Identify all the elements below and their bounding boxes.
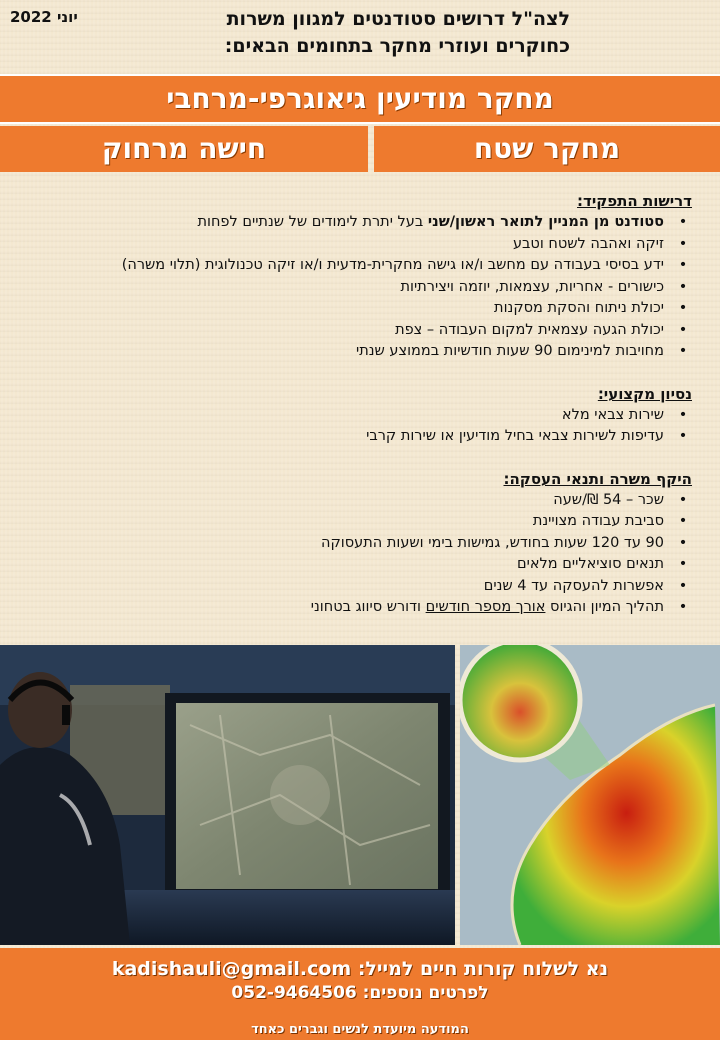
analyst-workstation-photo	[0, 645, 455, 945]
job-details	[12, 191, 692, 619]
terms-text: תהליך המיון והגיוס	[545, 599, 664, 615]
requirement-text: יכולת ניתוח והסקת מסקנות	[494, 300, 664, 316]
experience-text: שירות צבאי מלא	[561, 406, 664, 423]
bullet-icon: •	[678, 428, 688, 444]
cv-line	[0, 958, 720, 980]
list-item	[12, 212, 692, 234]
bullet-icon: •	[678, 534, 688, 551]
list-item	[12, 234, 692, 256]
requirement-text: בעל יתרת לימודים של שנתיים לפחות	[197, 214, 428, 230]
email-link[interactable]: kadishauli@gmail.com	[111, 958, 352, 980]
bullet-icon: •	[678, 343, 688, 359]
terms-text: 90 עד 120 שעות בחודש, גמישות בימי ושעות התעסוקה	[321, 534, 664, 551]
remote-sensing-banner	[0, 126, 368, 172]
remote-sensing-label: חישה מרחוק	[101, 132, 267, 165]
requirement-bold-text: סטודנט מן המניין לתואר ראשון/שני	[427, 214, 664, 230]
requirement-text: ידע בסיסי בעבודה עם מחשב ו/או גישה מחקרית-מדעית ו/או זיקה טכנולוגית (תלוי משרה)	[121, 257, 664, 273]
bullet-icon: •	[678, 235, 688, 252]
terms-list	[12, 490, 692, 619]
list-item	[12, 277, 692, 299]
list-item	[12, 341, 692, 363]
list-item	[12, 576, 692, 598]
main-field-label: מחקר מודיעין גיאוגרפי-מרחבי	[166, 82, 554, 115]
bullet-icon: •	[678, 214, 688, 230]
requirements-list	[12, 212, 692, 363]
bullet-icon: •	[678, 257, 688, 273]
equal-opportunity-note: המודעה מיועדת לנשים וגברים כאחד	[251, 1022, 469, 1037]
header-line-1: לצה"ל דרושים סטודנטים למגוון משרות	[226, 8, 570, 30]
list-item	[12, 298, 692, 320]
bullet-icon: •	[678, 406, 688, 423]
bullet-icon: •	[678, 491, 688, 508]
list-item	[12, 320, 692, 342]
bullet-icon: •	[678, 577, 688, 594]
terms-text: ודורש סיווג בטחוני	[310, 599, 426, 615]
header-line-2: כחוקרים ועוזרי מחקר בתחומים הבאים:	[224, 35, 570, 57]
list-item	[12, 597, 692, 619]
experience-text: עדיפות לשירות צבאי בחיל מודיעין או שירות קרבי	[366, 428, 664, 444]
list-item	[12, 405, 692, 427]
terrain-illustration	[460, 645, 720, 945]
terrain-relief-map-photo	[460, 645, 720, 945]
bullet-icon: •	[678, 321, 688, 338]
terms-text: שכר – 54 ₪/שעה	[553, 491, 664, 508]
list-item	[12, 554, 692, 576]
terms-text: אפשרות להעסקה עד 4 שנים	[483, 577, 664, 594]
bullet-icon: •	[678, 300, 688, 316]
field-research-banner	[374, 126, 720, 172]
field-research-label: מחקר שטח	[473, 132, 621, 165]
bullet-icon: •	[678, 278, 688, 295]
requirement-text: יכולת הגעה עצמאית למקום העבודה – צפת	[395, 321, 664, 338]
list-item	[12, 426, 692, 448]
terms-text: סביבת עבודה מצויינת	[532, 513, 664, 529]
terms-underlined-text: אורך מספר חודשים	[425, 599, 546, 615]
phone-line	[0, 983, 720, 1003]
bullet-icon: •	[678, 513, 688, 529]
requirement-text: כישורים - אחריות, עצמאות, יוזמה ויצירתיות	[400, 278, 664, 295]
phone-number[interactable]: 052-9464506	[231, 983, 357, 1003]
header-title	[150, 6, 570, 60]
requirement-text: מחויבות למינימום 90 שעות חודשיות בממוצע שנתי	[355, 343, 664, 359]
experience-title: נסיון מקצועי:	[597, 384, 692, 403]
phone-label: לפרטים נוספים:	[356, 983, 489, 1003]
date-label: יוני 2022	[10, 8, 78, 26]
bullet-icon: •	[678, 556, 688, 572]
requirement-text: זיקה ואהבה לשטח וטבע	[512, 235, 664, 252]
list-item	[12, 533, 692, 555]
analyst-illustration	[0, 645, 455, 945]
bullet-icon: •	[678, 599, 688, 615]
list-item	[12, 255, 692, 277]
contact-footer	[0, 948, 720, 1040]
requirements-title: דרישות התפקיד:	[577, 192, 692, 210]
list-item	[12, 490, 692, 512]
cv-label: נא לשלוח קורות חיים למייל:	[351, 958, 609, 980]
terms-text: תנאים סוציאליים מלאים	[516, 556, 664, 572]
main-field-banner	[0, 74, 720, 124]
list-item	[12, 511, 692, 533]
terms-title: היקף משרה ותנאי העסקה:	[503, 469, 692, 488]
experience-list	[12, 405, 692, 448]
